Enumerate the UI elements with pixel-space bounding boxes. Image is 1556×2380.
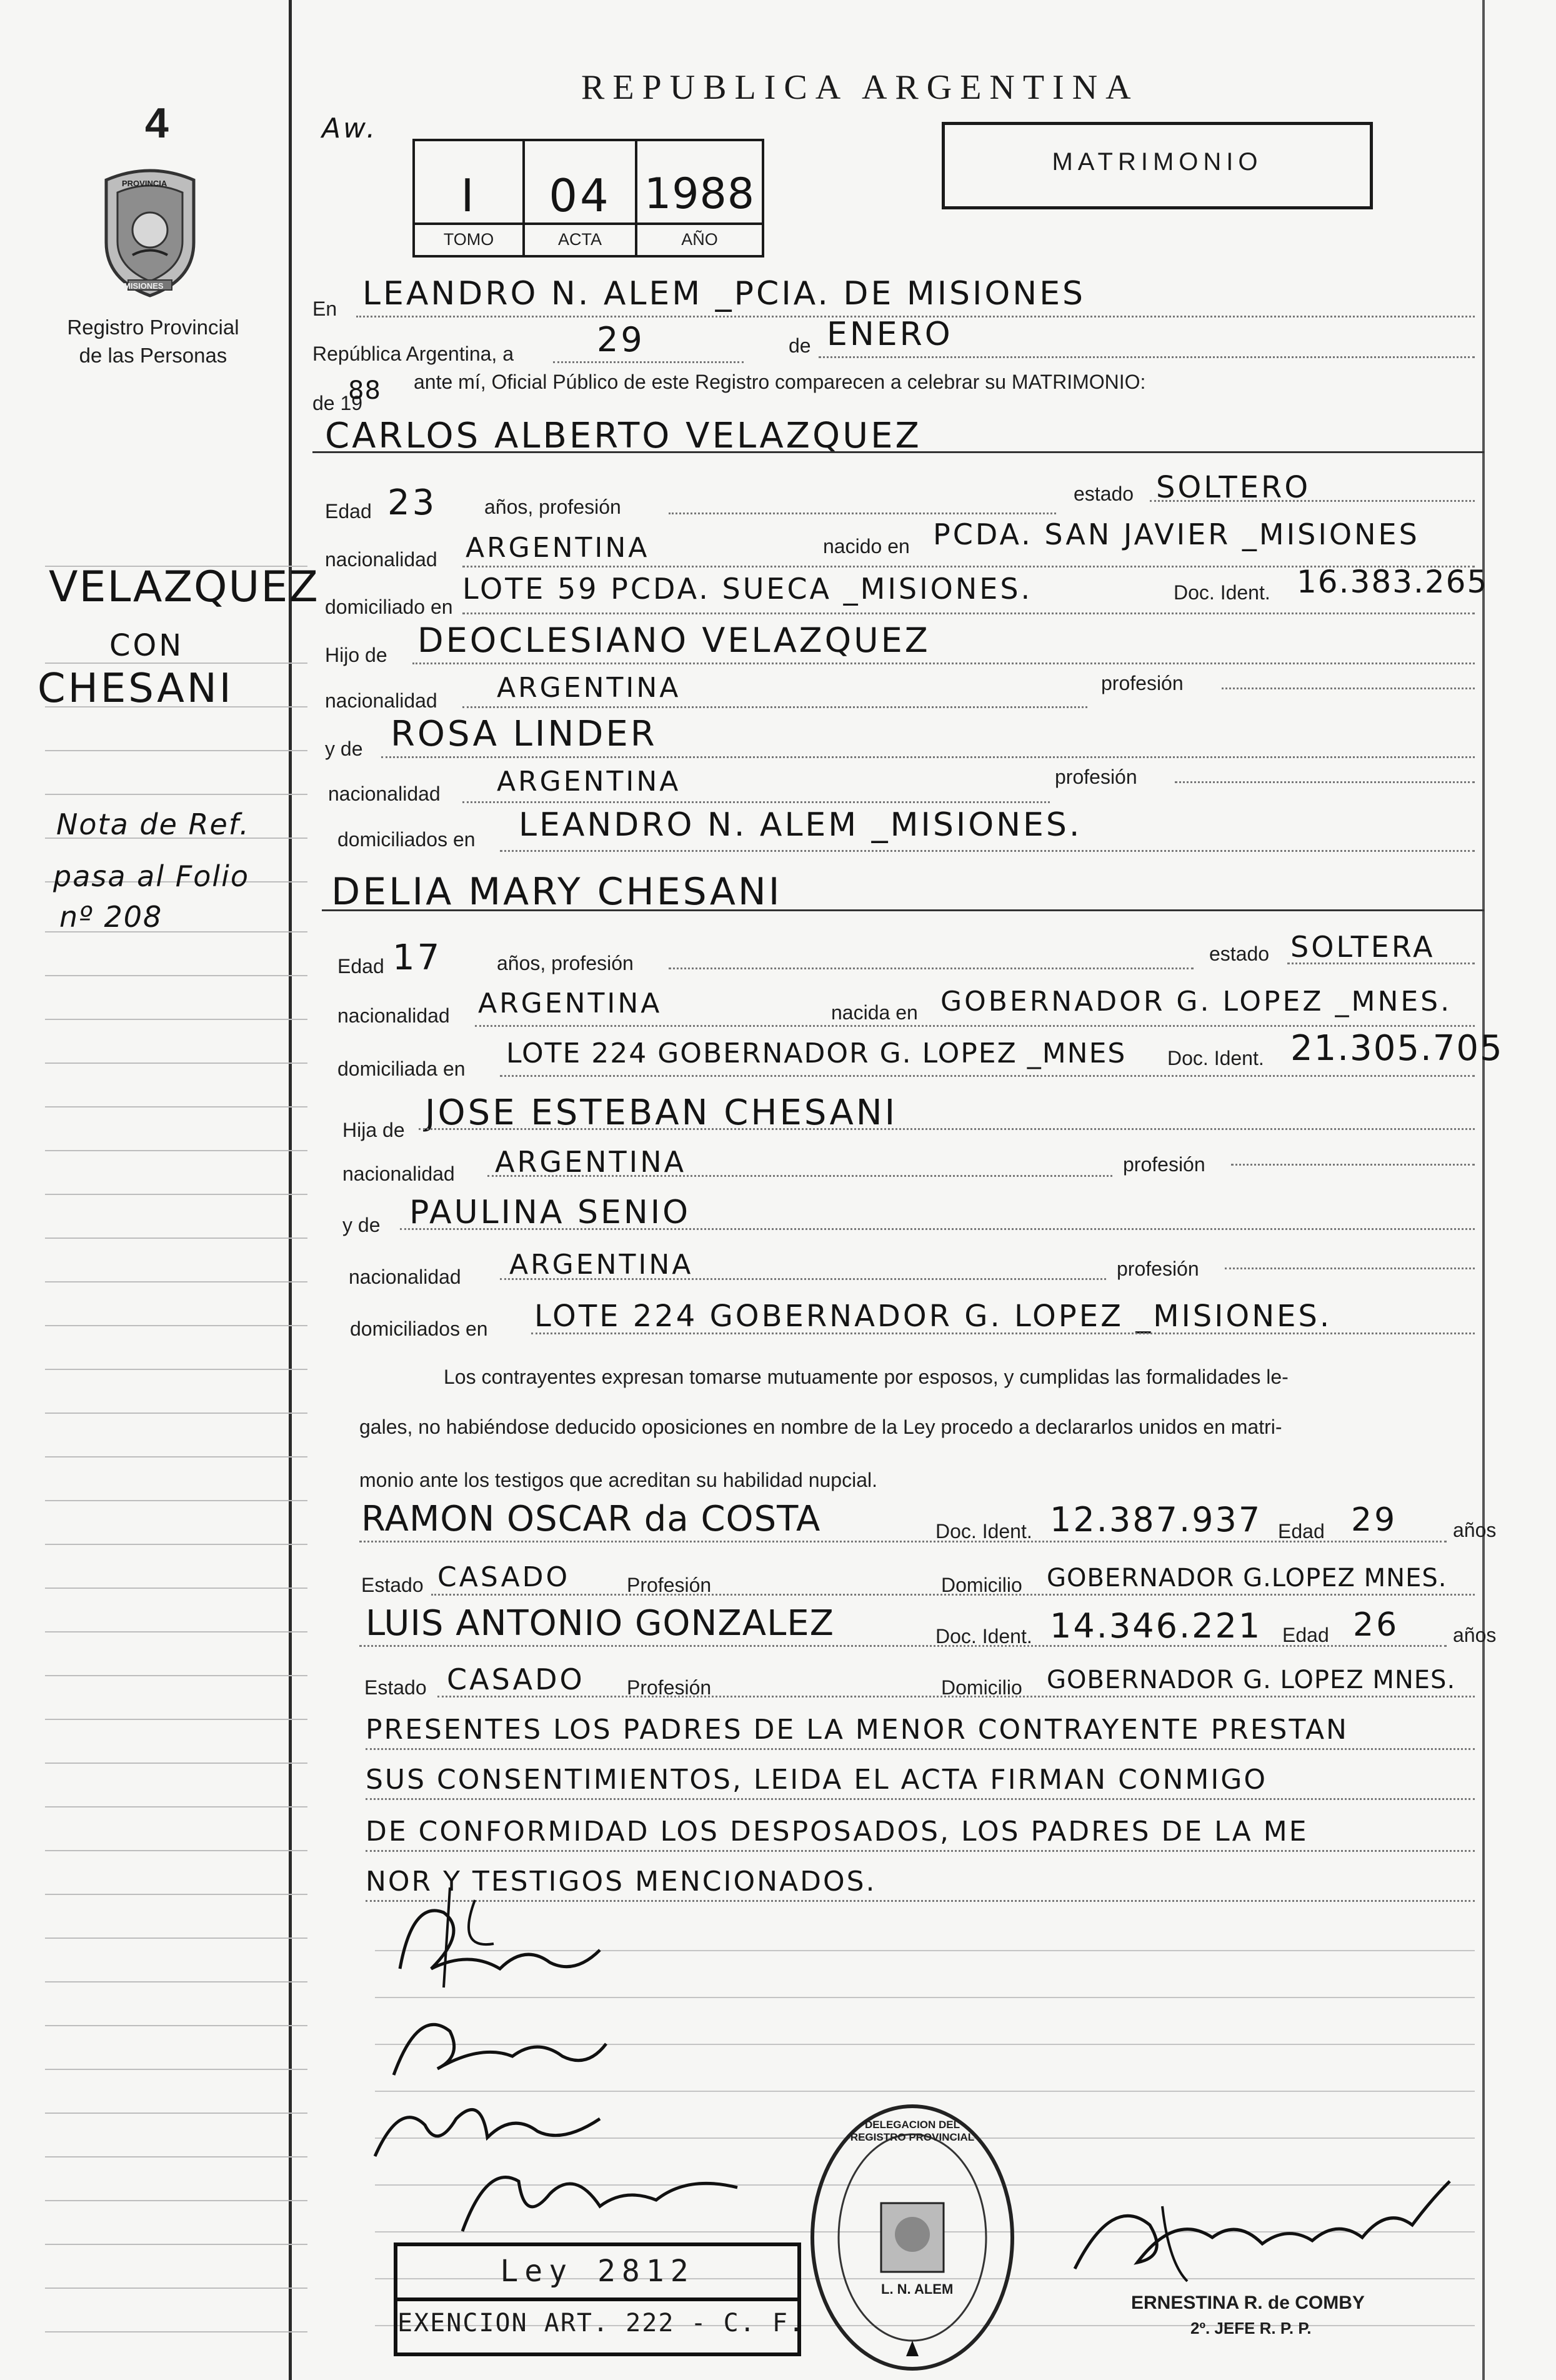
witness2-edad: 26	[1353, 1606, 1400, 1644]
bride-father-prof-label: profesión	[1123, 1153, 1205, 1176]
stamp-law-line: Ley 2812	[500, 2254, 695, 2289]
clerk-initials: Aw.	[322, 112, 378, 144]
groom-parents-dom: LEANDRO N. ALEM _MISIONES.	[519, 806, 1082, 844]
witness2-profesion-label: Profesión	[627, 1676, 712, 1699]
witness2-estado: CASADO	[447, 1662, 585, 1696]
groom-yde-label: y de	[325, 738, 363, 760]
act-month: ENERO	[827, 316, 953, 353]
bride-mother: PAULINA SENIO	[409, 1194, 691, 1231]
act-day: 29	[597, 320, 645, 359]
registry-number-table	[412, 139, 764, 258]
bride-mother-nac: ARGENTINA	[509, 1249, 694, 1281]
witness2-name: LUIS ANTONIO GONZALEZ	[366, 1603, 835, 1644]
agency-name-line2: de las Personas	[79, 344, 227, 367]
bride-doc-label: Doc. Ident.	[1167, 1047, 1264, 1069]
groom-nacido-label: nacido en	[823, 535, 910, 558]
bride-age: 17	[392, 938, 442, 978]
label-republica: República Argentina, a	[312, 342, 514, 365]
groom-doc: 16.383.265	[1297, 564, 1489, 600]
groom-doc-label: Doc. Ident.	[1174, 581, 1270, 604]
bride-father-nac-label: nacionalidad	[342, 1162, 455, 1185]
bride-doc: 21.305.705	[1290, 1028, 1504, 1069]
groom-father-nac: ARGENTINA	[497, 672, 681, 704]
witness1-doc: 12.387.937	[1050, 1500, 1262, 1539]
seal-text: DELEGACION DEL REGISTRO PROVINCIAL	[850, 2119, 975, 2143]
witness2-domicilio-label: Domicilio	[941, 1676, 1022, 1699]
bride-nacionalidad: ARGENTINA	[478, 988, 662, 1019]
declaration-line3: monio ante los testigos que acreditan su habilidad nupcial.	[359, 1469, 877, 1491]
notes-line4: NOR Y TESTIGOS MENCIONADOS.	[366, 1866, 877, 1898]
witness2-domicilio: GOBERNADOR G. LOPEZ MNES.	[1047, 1666, 1456, 1694]
label-en: En	[312, 298, 337, 320]
groom-mother-nac-label: nacionalidad	[328, 782, 441, 805]
groom-anos-profesion-label: años, profesión	[484, 496, 621, 518]
signature-official	[1062, 2169, 1462, 2294]
seal-top-text: PROVINCIA	[122, 179, 167, 188]
label-year-prefix: de 19	[312, 392, 363, 414]
groom-hijo-label: Hijo de	[325, 644, 387, 666]
witness2-doc: 14.346.221	[1050, 1606, 1262, 1646]
witness2-anos-label: años	[1453, 1624, 1497, 1646]
tomo-label: TOMO	[443, 230, 494, 249]
margin-note-line3: nº 208	[59, 900, 163, 934]
bride-edad-label: Edad	[337, 955, 384, 978]
bride-parents-dom: LOTE 224 GOBERNADOR G. LOPEZ _MISIONES.	[534, 1299, 1332, 1334]
witness1-estado-label: Estado	[361, 1574, 424, 1596]
act-place: LEANDRO N. ALEM _PCIA. DE MISIONES	[362, 275, 1086, 312]
stamp-exemption-line: EXENCION ART. 222 - C. F.	[397, 2309, 805, 2338]
notes-line3: DE CONFORMIDAD LOS DESPOSADOS, LOS PADRES DE LA ME	[366, 1816, 1309, 1848]
margin-surname-groom: VELAZQUEZ	[49, 562, 319, 612]
signature-bride	[375, 1875, 637, 2012]
notes-line2: SUS CONSENTIMIENTOS, LEIDA EL ACTA FIRMAN CONMIGO	[366, 1764, 1268, 1796]
witness1-edad: 29	[1351, 1501, 1398, 1539]
tomo-value: I	[461, 169, 477, 222]
groom-dom-label: domiciliado en	[325, 596, 453, 618]
bride-father: JOSE ESTEBAN CHESANI	[425, 1092, 898, 1133]
groom-birthplace: PCDA. SAN JAVIER _MISIONES	[933, 518, 1420, 551]
witness1-domicilio: GOBERNADOR G.LOPEZ MNES.	[1047, 1564, 1447, 1592]
declaration-line1: Los contrayentes expresan tomarse mutuamente por esposos, y cumplidas las formalidades le-	[444, 1366, 1289, 1388]
page-number: 4	[145, 99, 169, 147]
bride-domicilio: LOTE 224 GOBERNADOR G. LOPEZ _MNES	[506, 1038, 1127, 1069]
groom-edad-label: Edad	[325, 500, 372, 522]
groom-age: 23	[387, 482, 437, 523]
groom-mother-prof-label: profesión	[1055, 766, 1137, 788]
acta-label: ACTA	[557, 230, 602, 249]
bride-nac-label: nacionalidad	[337, 1004, 450, 1027]
bride-nacida-label: nacida en	[831, 1001, 918, 1024]
act-year-suffix: 88	[348, 376, 381, 405]
witness1-edad-label: Edad	[1278, 1520, 1325, 1542]
witness1-domicilio-label: Domicilio	[941, 1574, 1022, 1596]
anio-label: AÑO	[681, 230, 718, 249]
official-title: 2º. JEFE R. P. P.	[1190, 2319, 1312, 2338]
signature-father	[375, 1994, 612, 2094]
seal-bottom-text: MISIONES	[124, 281, 164, 291]
signature-witness	[450, 2150, 750, 2244]
page-right-edge	[1482, 0, 1485, 2380]
exemption-stamp	[394, 2242, 805, 2356]
declaration-line2: gales, no habiéndose deducido oposiciones en nombre de la Ley procedo a declararlos unidos en matri-	[359, 1416, 1282, 1438]
bride-birthplace: GOBERNADOR G. LOPEZ _MNES.	[940, 986, 1452, 1018]
witness1-doc-label: Doc. Ident.	[935, 1520, 1032, 1542]
groom-father-prof-label: profesión	[1101, 672, 1184, 694]
margin-note-line2: pasa al Folio	[53, 859, 250, 893]
agency-name-line1: Registro Provincial	[67, 316, 239, 339]
groom-estado: SOLTERO	[1156, 470, 1311, 505]
witness1-estado: CASADO	[437, 1561, 571, 1593]
bride-anos-profesion-label: años, profesión	[497, 952, 634, 974]
intro-statement: ante mí, Oficial Público de este Registro comparecen a celebrar su MATRIMONIO:	[414, 371, 1146, 393]
bride-mother-prof-label: profesión	[1117, 1258, 1199, 1280]
bride-estado: SOLTERA	[1290, 930, 1435, 964]
groom-mother-nac: ARGENTINA	[497, 766, 681, 798]
bride-father-nac: ARGENTINA	[495, 1145, 687, 1179]
margin-note-line1: Nota de Ref.	[56, 808, 250, 841]
groom-domicilio: LOTE 59 PCDA. SUECA _MISIONES.	[462, 572, 1033, 606]
witness1-name: RAMON OSCAR da COSTA	[361, 1499, 821, 1539]
groom-nacionalidad: ARGENTINA	[466, 532, 650, 564]
anio-value: 1988	[644, 169, 756, 219]
bride-dom-label: domiciliada en	[337, 1058, 466, 1080]
bride-mother-nac-label: nacionalidad	[349, 1266, 461, 1288]
groom-father-nac-label: nacionalidad	[325, 689, 437, 712]
groom-estado-label: estado	[1074, 482, 1134, 505]
witness2-doc-label: Doc. Ident.	[935, 1625, 1032, 1648]
groom-nac-label: nacionalidad	[325, 548, 437, 571]
bride-estado-label: estado	[1209, 942, 1270, 965]
groom-father: DEOCLESIANO VELAZQUEZ	[417, 621, 930, 660]
bride-yde-label: y de	[342, 1214, 381, 1236]
bride-hija-label: Hija de	[342, 1119, 405, 1141]
witness1-profesion-label: Profesión	[627, 1574, 712, 1596]
label-de: de	[789, 334, 811, 357]
groom-mother: ROSA LINDER	[391, 714, 657, 754]
sidebar-divider	[289, 0, 292, 2380]
doc-type-box	[942, 122, 1373, 209]
bride-parents-dom-label: domiciliados en	[350, 1318, 488, 1340]
margin-surname-bride: CHESANI	[37, 666, 234, 712]
official-name: ERNESTINA R. de COMBY	[1131, 2292, 1365, 2313]
groom-name: CARLOS ALBERTO VELAZQUEZ	[325, 416, 922, 456]
notes-line1: PRESENTES LOS PADRES DE LA MENOR CONTRAYENTE PRESTAN	[366, 1714, 1349, 1746]
seal-city: L. N. ALEM	[881, 2281, 954, 2297]
bride-name: DELIA MARY CHESANI	[331, 870, 782, 914]
witness1-anos-label: años	[1453, 1519, 1497, 1541]
document-title: REPUBLICA ARGENTINA	[581, 68, 1139, 107]
doc-type-label: MATRIMONIO	[1052, 148, 1263, 176]
groom-parents-dom-label: domiciliados en	[337, 828, 476, 851]
margin-con: CON	[109, 628, 184, 663]
acta-value: 04	[549, 169, 611, 222]
witness2-estado-label: Estado	[364, 1676, 427, 1699]
witness2-edad-label: Edad	[1282, 1624, 1329, 1646]
